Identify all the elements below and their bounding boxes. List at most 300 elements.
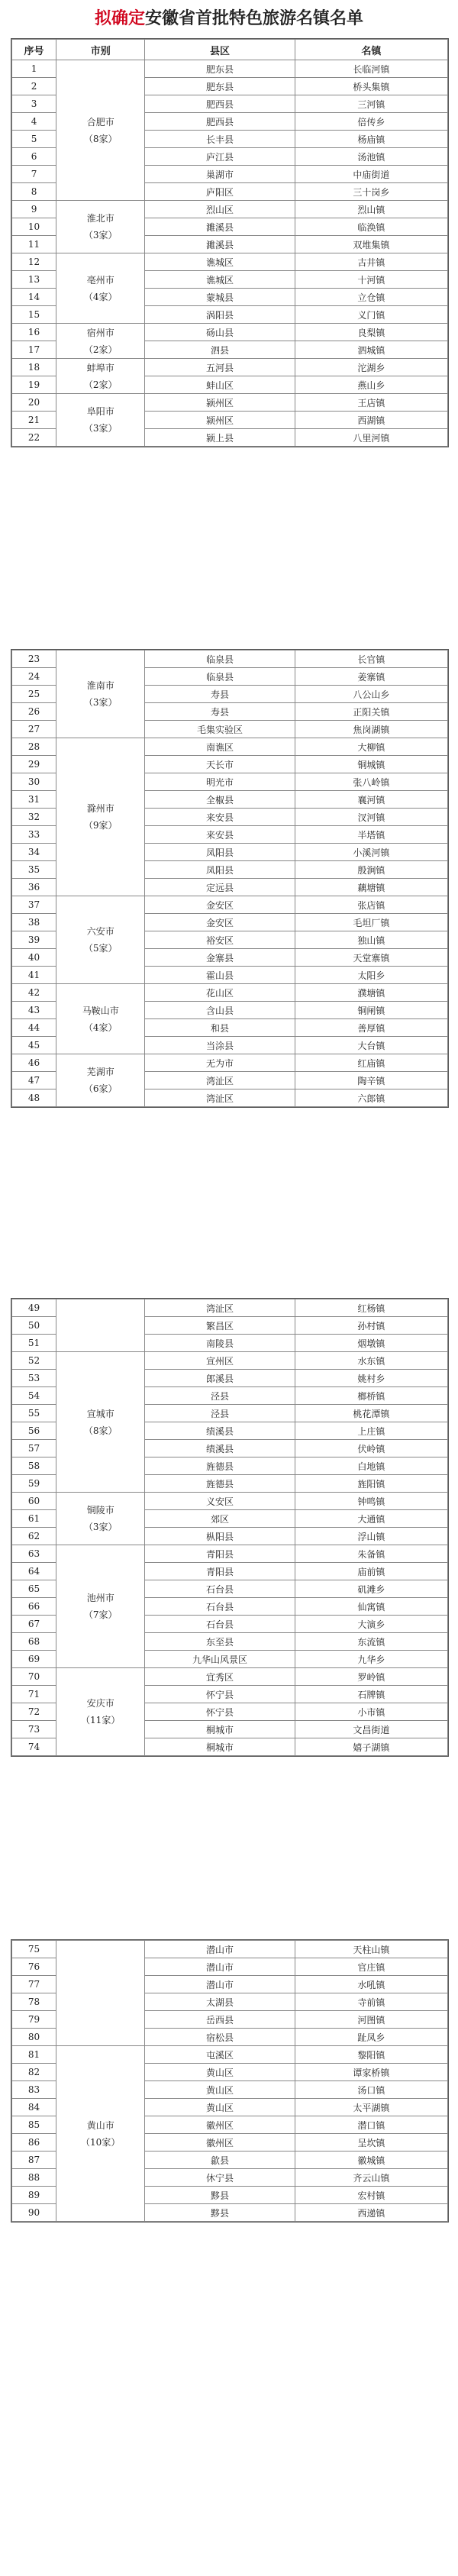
town-cell: 红庙镇 — [295, 1054, 447, 1072]
city-cell — [56, 738, 145, 896]
town-cell: 长临河镇 — [295, 60, 447, 78]
county-cell: 长丰县 — [145, 131, 295, 148]
town-cell: 善厚镇 — [295, 1019, 447, 1037]
town-cell: 潜口镇 — [295, 2116, 447, 2134]
town-cell: 官庄镇 — [295, 1958, 447, 1976]
row-number: 59 — [12, 1475, 56, 1493]
city-count: （2家） — [83, 379, 118, 390]
county-cell: 郎溪县 — [145, 1370, 295, 1387]
town-cell: 天堂寨镇 — [295, 949, 447, 967]
city-count: （9家） — [83, 820, 118, 831]
row-number: 53 — [12, 1370, 56, 1387]
town-cell: 半塔镇 — [295, 826, 447, 844]
table-row — [12, 896, 448, 914]
county-cell: 庐阳区 — [145, 183, 295, 201]
county-cell: 南谯区 — [145, 738, 295, 756]
county-cell: 霍山县 — [145, 967, 295, 984]
row-number: 88 — [12, 2169, 56, 2187]
row-number: 77 — [12, 1976, 56, 1993]
title-text: 安徽省首批特色旅游名镇名单 — [145, 8, 364, 28]
city-name: 马鞍山市 — [82, 1005, 119, 1016]
city-cell — [56, 253, 145, 324]
towns-table — [11, 650, 448, 1107]
table-row — [12, 1545, 448, 1563]
town-cell: 伏岭镇 — [295, 1440, 447, 1457]
row-number: 75 — [12, 1941, 56, 1958]
city-count: （3家） — [83, 230, 118, 240]
table-row — [12, 359, 448, 376]
city-cell — [56, 1941, 145, 2046]
city-count: （6家） — [83, 1083, 118, 1094]
row-number: 22 — [12, 429, 56, 447]
county-cell: 五河县 — [145, 359, 295, 376]
county-cell: 定远县 — [145, 879, 295, 896]
county-cell: 枞阳县 — [145, 1528, 295, 1545]
town-cell: 六郎镇 — [295, 1089, 447, 1107]
city-cell — [56, 2046, 145, 2222]
table-row — [12, 394, 448, 412]
row-number: 68 — [12, 1633, 56, 1651]
town-cell: 铜城镇 — [295, 756, 447, 773]
county-cell: 肥西县 — [145, 113, 295, 131]
table-row — [12, 1941, 448, 1958]
row-number: 67 — [12, 1616, 56, 1633]
row-number: 85 — [12, 2116, 56, 2134]
county-cell: 砀山县 — [145, 324, 295, 341]
table-page-4 — [11, 1939, 449, 2223]
town-cell: 大演乡 — [295, 1616, 447, 1633]
county-cell: 石台县 — [145, 1580, 295, 1598]
row-number: 71 — [12, 1686, 56, 1703]
row-number: 42 — [12, 984, 56, 1002]
town-cell: 临涣镇 — [295, 218, 447, 236]
town-cell: 桥头集镇 — [295, 78, 447, 95]
town-cell: 大柳镇 — [295, 738, 447, 756]
city-cell — [56, 650, 145, 738]
city-cell — [56, 1054, 145, 1107]
row-number: 72 — [12, 1703, 56, 1721]
town-cell: 张八岭镇 — [295, 773, 447, 791]
city-count: （8家） — [83, 1425, 118, 1436]
row-number: 20 — [12, 394, 56, 412]
row-number: 52 — [12, 1352, 56, 1370]
county-cell: 涡阳县 — [145, 306, 295, 324]
city-count: （11家） — [81, 1715, 121, 1725]
row-number: 1 — [12, 60, 56, 78]
county-cell: 当涂县 — [145, 1037, 295, 1054]
town-cell: 呈坎镇 — [295, 2134, 447, 2152]
row-number: 12 — [12, 253, 56, 271]
town-cell: 长官镇 — [295, 650, 447, 668]
town-cell: 汊河镇 — [295, 809, 447, 826]
row-number: 74 — [12, 1738, 56, 1756]
town-cell: 榔桥镇 — [295, 1387, 447, 1405]
town-cell: 姚村乡 — [295, 1370, 447, 1387]
table-row — [12, 253, 448, 271]
county-cell: 蒙城县 — [145, 289, 295, 306]
county-cell: 寿县 — [145, 686, 295, 703]
county-cell: 湾沚区 — [145, 1299, 295, 1317]
town-cell: 钟鸣镇 — [295, 1493, 447, 1510]
county-cell: 花山区 — [145, 984, 295, 1002]
table-page-3 — [11, 1298, 449, 1757]
row-number: 9 — [12, 201, 56, 218]
row-number: 18 — [12, 359, 56, 376]
county-cell: 肥西县 — [145, 95, 295, 113]
row-number: 55 — [12, 1405, 56, 1422]
town-cell: 烈山镇 — [295, 201, 447, 218]
row-number: 63 — [12, 1545, 56, 1563]
town-cell: 泗城镇 — [295, 341, 447, 359]
town-cell: 独山镇 — [295, 931, 447, 949]
row-number: 60 — [12, 1493, 56, 1510]
town-cell: 古井镇 — [295, 253, 447, 271]
column-header: 序号 — [12, 40, 56, 60]
row-number: 8 — [12, 183, 56, 201]
table-row — [12, 1054, 448, 1072]
town-cell: 大台镇 — [295, 1037, 447, 1054]
city-name: 黄山市 — [86, 2119, 114, 2131]
county-cell: 岳西县 — [145, 2011, 295, 2029]
county-cell: 和县 — [145, 1019, 295, 1037]
county-cell: 青阳县 — [145, 1545, 295, 1563]
row-number: 35 — [12, 861, 56, 879]
city-name: 亳州市 — [86, 274, 114, 286]
table-row — [12, 1299, 448, 1317]
table-row — [12, 650, 448, 668]
row-number: 15 — [12, 306, 56, 324]
town-cell: 汤口镇 — [295, 2081, 447, 2099]
county-cell: 繁昌区 — [145, 1317, 295, 1335]
town-cell: 庙前镇 — [295, 1563, 447, 1580]
town-cell: 水吼镇 — [295, 1976, 447, 1993]
column-header: 市别 — [56, 40, 145, 60]
row-number: 84 — [12, 2099, 56, 2116]
county-cell: 来安县 — [145, 809, 295, 826]
county-cell: 毛集实验区 — [145, 721, 295, 738]
row-number: 40 — [12, 949, 56, 967]
county-cell: 临泉县 — [145, 668, 295, 686]
town-cell: 毛坦厂镇 — [295, 914, 447, 931]
county-cell: 潜山市 — [145, 1976, 295, 1993]
county-cell: 徽州区 — [145, 2134, 295, 2152]
row-number: 37 — [12, 896, 56, 914]
row-number: 17 — [12, 341, 56, 359]
town-cell: 三河镇 — [295, 95, 447, 113]
row-number: 43 — [12, 1002, 56, 1019]
town-cell: 濮塘镇 — [295, 984, 447, 1002]
row-number: 82 — [12, 2064, 56, 2081]
town-cell: 寺前镇 — [295, 1993, 447, 2011]
city-name: 池州市 — [86, 1593, 114, 1603]
city-cell — [56, 1668, 145, 1756]
town-cell: 东流镇 — [295, 1633, 447, 1651]
town-cell: 双堆集镇 — [295, 236, 447, 253]
row-number: 57 — [12, 1440, 56, 1457]
county-cell: 裕安区 — [145, 931, 295, 949]
county-cell: 宜秀区 — [145, 1668, 295, 1686]
county-cell: 凤阳县 — [145, 844, 295, 861]
row-number: 28 — [12, 738, 56, 756]
town-cell: 石牌镇 — [295, 1686, 447, 1703]
county-cell: 含山县 — [145, 1002, 295, 1019]
town-cell: 西湖镇 — [295, 412, 447, 429]
row-number: 83 — [12, 2081, 56, 2099]
towns-table — [11, 1299, 448, 1756]
row-number: 39 — [12, 931, 56, 949]
town-cell: 铜闸镇 — [295, 1002, 447, 1019]
city-name: 芜湖市 — [86, 1067, 114, 1077]
county-cell: 金安区 — [145, 914, 295, 931]
town-cell: 中庙街道 — [295, 166, 447, 183]
city-count: （4家） — [83, 291, 118, 302]
county-cell: 石台县 — [145, 1616, 295, 1633]
row-number: 34 — [12, 844, 56, 861]
city-cell — [56, 1545, 145, 1668]
town-cell: 谭家桥镇 — [295, 2064, 447, 2081]
town-cell: 张店镇 — [295, 896, 447, 914]
city-count: （2家） — [83, 344, 118, 355]
county-cell: 休宁县 — [145, 2169, 295, 2187]
row-number: 32 — [12, 809, 56, 826]
table-row — [12, 201, 448, 218]
town-cell: 倍传乡 — [295, 113, 447, 131]
row-number: 64 — [12, 1563, 56, 1580]
table-row — [12, 738, 448, 756]
city-cell — [56, 896, 145, 984]
row-number: 14 — [12, 289, 56, 306]
county-cell: 旌德县 — [145, 1457, 295, 1475]
town-cell: 天柱山镇 — [295, 1941, 447, 1958]
county-cell: 寿县 — [145, 703, 295, 721]
county-cell: 庐江县 — [145, 148, 295, 166]
county-cell: 无为市 — [145, 1054, 295, 1072]
row-number: 87 — [12, 2152, 56, 2169]
county-cell: 天长市 — [145, 756, 295, 773]
county-cell: 肥东县 — [145, 60, 295, 78]
row-number: 13 — [12, 271, 56, 289]
county-cell: 泾县 — [145, 1405, 295, 1422]
county-cell: 南陵县 — [145, 1335, 295, 1352]
city-count: （10家） — [81, 2136, 121, 2148]
town-cell: 汤池镇 — [295, 148, 447, 166]
city-name: 滁州市 — [86, 803, 114, 814]
row-number: 69 — [12, 1651, 56, 1668]
row-number: 29 — [12, 756, 56, 773]
town-cell: 仙寓镇 — [295, 1598, 447, 1616]
county-cell: 黄山区 — [145, 2081, 295, 2099]
city-cell — [56, 359, 145, 394]
row-number: 48 — [12, 1089, 56, 1107]
row-number: 23 — [12, 650, 56, 668]
county-cell: 颍上县 — [145, 429, 295, 447]
row-number: 81 — [12, 2046, 56, 2064]
county-cell: 郊区 — [145, 1510, 295, 1528]
town-cell: 姜寨镇 — [295, 668, 447, 686]
table-row — [12, 984, 448, 1002]
town-cell: 十河镇 — [295, 271, 447, 289]
town-cell: 文昌街道 — [295, 1721, 447, 1738]
town-cell: 朱备镇 — [295, 1545, 447, 1563]
row-number: 3 — [12, 95, 56, 113]
town-cell: 旌阳镇 — [295, 1475, 447, 1493]
city-cell — [56, 1493, 145, 1545]
town-cell: 白地镇 — [295, 1457, 447, 1475]
row-number: 6 — [12, 148, 56, 166]
county-cell: 黄山区 — [145, 2099, 295, 2116]
row-number: 30 — [12, 773, 56, 791]
county-cell: 潜山市 — [145, 1941, 295, 1958]
row-number: 7 — [12, 166, 56, 183]
row-number: 5 — [12, 131, 56, 148]
city-cell — [56, 394, 145, 447]
county-cell: 泾县 — [145, 1387, 295, 1405]
towns-table — [11, 1940, 448, 2222]
county-cell: 太湖县 — [145, 1993, 295, 2011]
county-cell: 宣州区 — [145, 1352, 295, 1370]
town-cell: 小市镇 — [295, 1703, 447, 1721]
county-cell: 怀宁县 — [145, 1686, 295, 1703]
city-name: 蚌埠市 — [86, 362, 114, 373]
county-cell: 黄山区 — [145, 2064, 295, 2081]
county-cell: 濉溪县 — [145, 218, 295, 236]
table-row — [12, 60, 448, 78]
county-cell: 东至县 — [145, 1633, 295, 1651]
city-cell — [56, 1299, 145, 1352]
town-cell: 浮山镇 — [295, 1528, 447, 1545]
county-cell: 金安区 — [145, 896, 295, 914]
row-number: 78 — [12, 1993, 56, 2011]
county-cell: 临泉县 — [145, 650, 295, 668]
city-cell — [56, 1352, 145, 1493]
row-number: 47 — [12, 1072, 56, 1089]
town-cell: 孙村镇 — [295, 1317, 447, 1335]
county-cell: 宿松县 — [145, 2029, 295, 2046]
city-count: （8家） — [83, 133, 118, 144]
row-number: 86 — [12, 2134, 56, 2152]
row-number: 90 — [12, 2204, 56, 2222]
city-count: （7家） — [83, 1609, 118, 1620]
county-cell: 桐城市 — [145, 1738, 295, 1756]
city-count: （4家） — [83, 1022, 118, 1033]
town-cell: 徽城镇 — [295, 2152, 447, 2169]
county-cell: 濉溪县 — [145, 236, 295, 253]
county-cell: 湾沚区 — [145, 1072, 295, 1089]
county-cell: 怀宁县 — [145, 1703, 295, 1721]
city-count: （3家） — [83, 1522, 118, 1532]
town-cell: 趾凤乡 — [295, 2029, 447, 2046]
row-number: 70 — [12, 1668, 56, 1686]
row-number: 11 — [12, 236, 56, 253]
row-number: 45 — [12, 1037, 56, 1054]
row-number: 76 — [12, 1958, 56, 1976]
town-cell: 八公山乡 — [295, 686, 447, 703]
table-row — [12, 324, 448, 341]
row-number: 58 — [12, 1457, 56, 1475]
county-cell: 谯城区 — [145, 253, 295, 271]
town-cell: 宏村镇 — [295, 2187, 447, 2204]
row-number: 25 — [12, 686, 56, 703]
county-cell: 颍州区 — [145, 412, 295, 429]
city-cell — [56, 984, 145, 1054]
town-cell: 大通镇 — [295, 1510, 447, 1528]
town-cell: 殷涧镇 — [295, 861, 447, 879]
county-cell: 明光市 — [145, 773, 295, 791]
row-number: 44 — [12, 1019, 56, 1037]
county-cell: 谯城区 — [145, 271, 295, 289]
row-number: 26 — [12, 703, 56, 721]
towns-table — [11, 39, 448, 447]
county-cell: 来安县 — [145, 826, 295, 844]
town-cell: 太阳乡 — [295, 967, 447, 984]
row-number: 50 — [12, 1317, 56, 1335]
town-cell: 八里河镇 — [295, 429, 447, 447]
row-number: 56 — [12, 1422, 56, 1440]
row-number: 73 — [12, 1721, 56, 1738]
town-cell: 立仓镇 — [295, 289, 447, 306]
row-number: 4 — [12, 113, 56, 131]
column-header: 名镇 — [295, 40, 447, 60]
row-number: 36 — [12, 879, 56, 896]
town-cell: 焦岗湖镇 — [295, 721, 447, 738]
county-cell: 全椒县 — [145, 791, 295, 809]
town-cell: 红杨镇 — [295, 1299, 447, 1317]
row-number: 38 — [12, 914, 56, 931]
county-cell: 肥东县 — [145, 78, 295, 95]
city-cell — [56, 60, 145, 201]
town-cell: 王店镇 — [295, 394, 447, 412]
row-number: 21 — [12, 412, 56, 429]
city-name: 铜陵市 — [86, 1505, 114, 1516]
town-cell: 烟墩镇 — [295, 1335, 447, 1352]
row-number: 65 — [12, 1580, 56, 1598]
row-number: 80 — [12, 2029, 56, 2046]
county-cell: 绩溪县 — [145, 1440, 295, 1457]
town-cell: 九华乡 — [295, 1651, 447, 1668]
title-mark: 拟确定 — [94, 8, 145, 28]
town-cell: 三十岗乡 — [295, 183, 447, 201]
row-number: 62 — [12, 1528, 56, 1545]
row-number: 54 — [12, 1387, 56, 1405]
city-count: （3家） — [83, 423, 118, 434]
row-number: 27 — [12, 721, 56, 738]
row-number: 31 — [12, 791, 56, 809]
town-cell: 小溪河镇 — [295, 844, 447, 861]
county-cell: 九华山风景区 — [145, 1651, 295, 1668]
town-cell: 西递镇 — [295, 2204, 447, 2222]
row-number: 66 — [12, 1598, 56, 1616]
city-name: 六安市 — [86, 926, 114, 937]
row-number: 19 — [12, 376, 56, 394]
table-page-2 — [11, 649, 449, 1108]
county-cell: 旌德县 — [145, 1475, 295, 1493]
town-cell: 藕塘镇 — [295, 879, 447, 896]
row-number: 41 — [12, 967, 56, 984]
row-number: 46 — [12, 1054, 56, 1072]
county-cell: 歙县 — [145, 2152, 295, 2169]
town-cell: 桃花潭镇 — [295, 1405, 447, 1422]
county-cell: 屯溪区 — [145, 2046, 295, 2064]
row-number: 10 — [12, 218, 56, 236]
city-cell — [56, 324, 145, 359]
county-cell: 潜山市 — [145, 1958, 295, 1976]
town-cell: 上庄镇 — [295, 1422, 447, 1440]
table-row — [12, 2046, 448, 2064]
county-cell: 凤阳县 — [145, 861, 295, 879]
table-page-1 — [11, 38, 449, 447]
row-number: 79 — [12, 2011, 56, 2029]
county-cell: 金寨县 — [145, 949, 295, 967]
